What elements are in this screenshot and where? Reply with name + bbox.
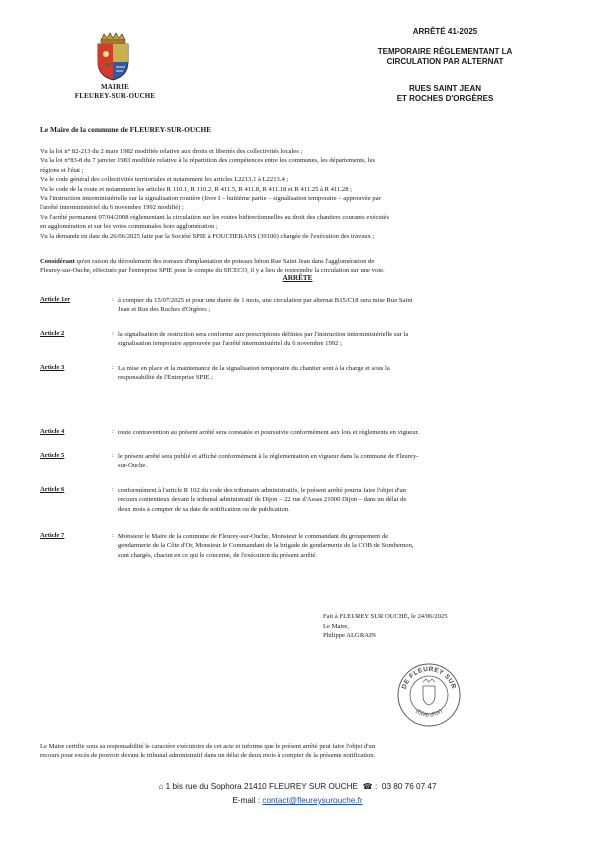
arrete-heading: ARRÊTE bbox=[282, 274, 313, 282]
article-text bbox=[118, 330, 566, 349]
svg-text:DE FLEUREY SUR bbox=[401, 666, 457, 690]
article-line: conformément à l'article R 102 du code des tribunaux administratifs, le présent arrêté pourra faire l'objet d'un bbox=[118, 487, 406, 494]
footer-email-line bbox=[0, 796, 595, 805]
streets-line: RUES SAINT JEAN bbox=[408, 84, 481, 93]
article-line: toute contravention au présent arrêté sera constatée et poursuivie conformément aux lois et règlements en vigueur. bbox=[118, 429, 420, 436]
article-label: Article 4 bbox=[40, 428, 65, 435]
municipal-crest-logo bbox=[92, 32, 134, 82]
certification-block bbox=[40, 742, 566, 760]
considerant-line: Fleurey-sur-Ouche, effectués par l'entreprise SPIE pour le compte du SICECO, il y a lieu de restreindre la circulation sur une voie. bbox=[40, 267, 385, 275]
footer-address: 1 bis rue du Sophora 21410 FLEUREY SUR OUCHE bbox=[165, 782, 359, 791]
title-line: TEMPORAIRE RÉGLEMENTANT LA bbox=[377, 47, 513, 56]
article-line: sont chargés, chacun en ce qui le concerne, de l'exécution du présent arrêté. bbox=[118, 551, 317, 559]
commune-name: FLEUREY-SUR-OUCHE bbox=[74, 92, 156, 100]
phone-icon: ☎ : bbox=[360, 782, 380, 791]
visas-block bbox=[40, 147, 566, 241]
article-line: à compter du 15/07/2025 et pour une durée de 1 mois, une circulation par alternat B15/C18 sera mise Rue Saint bbox=[118, 297, 413, 304]
article-line: gendarmerie de la Côte d'Or, Monsieur le Commandant de la brigade de gendarmerie de la COB de Sombernon, bbox=[118, 542, 414, 550]
seal-bottom-text: (Côte d'Or) bbox=[414, 708, 444, 719]
article-label: Article 3 bbox=[40, 364, 65, 371]
article-colon: : bbox=[112, 296, 114, 303]
article-line: deux mois à compter de sa date de notification ou de publication. bbox=[118, 505, 290, 513]
article-colon: : bbox=[112, 364, 114, 371]
arrete-number: ARRÊTÉ 41-2025 bbox=[412, 27, 478, 36]
signature-block bbox=[323, 612, 448, 641]
article-label: Article 1er bbox=[40, 296, 71, 303]
visa-line: Vu la loi n°83-8 du 7 janvier 1983 modifiée relative à la répartition des compétences entre les communes, les départements, les bbox=[40, 157, 376, 165]
article-line: responsabilité de l'Entreprise SPIE ; bbox=[118, 374, 213, 382]
article-colon: : bbox=[112, 486, 114, 493]
article-colon: : bbox=[112, 428, 114, 435]
svg-text:(Côte d'Or) bbox=[414, 708, 444, 718]
visa-line: Vu le code de la route et notamment les articles R 110.1, R 110.2, R 411.5, R 411.8, R 411.18 et R 411.25 à R 411.28 ; bbox=[40, 185, 352, 193]
visa-line: Vu l'instruction interministérielle sur la signalisation routière (livre I – huitième partie – signalisation temporaire – approuvée par bbox=[40, 195, 381, 203]
article-line: signalisation temporaire approuvée par l'arrêté interministériel du 6 novembre 1992 ; bbox=[118, 340, 342, 348]
title-line: CIRCULATION PAR ALTERNAT bbox=[386, 57, 504, 66]
article-line: la signalisation de restriction sera conforme aux prescriptions définies par l'instruction interministérielle sur la bbox=[118, 331, 409, 338]
visa-line: Vu l'arrêté permanent 07/04/2008 réglementant la circulation sur les routes bidirectionnelles au droit des chantiers courants exécutés bbox=[40, 213, 390, 221]
mairie-seal-stamp bbox=[396, 662, 462, 728]
footer-phone: 03 80 76 07 47 bbox=[381, 782, 437, 791]
article-label: Article 2 bbox=[40, 330, 65, 337]
article-text bbox=[118, 364, 566, 383]
signature-place-date: Fait à FLEUREY SUR OUCHE, le 24/06/2025 bbox=[323, 613, 448, 620]
visa-line: l'arrêté interministériel du 6 novembre 1992 modifié) ; bbox=[40, 204, 184, 212]
mairie-label: MAIRIE bbox=[100, 83, 130, 91]
visa-line: en agglomération et sur les voies communales hors agglomération ; bbox=[40, 223, 218, 231]
article-text bbox=[118, 428, 566, 437]
article-text bbox=[118, 486, 566, 514]
considerant-block bbox=[40, 257, 566, 275]
article-line: Jean et Rue des Roches d'Orgères ; bbox=[118, 306, 211, 314]
considerant-lead: Considérant bbox=[40, 258, 75, 265]
article-line: La mise en place et la maintenance de la signalisation temporaire du chantier sont à la charge et sous la bbox=[118, 365, 390, 372]
article-label: Article 5 bbox=[40, 452, 65, 459]
mayor-line: Le Maire de la commune de FLEUREY-SUR-OUCHE bbox=[40, 125, 212, 134]
certification-line: Le Maire certifie sous sa responsabilité le caractère exécutoire de cet acte et informe que le présent arrêté peut faire l'objet d'un bbox=[40, 743, 376, 750]
visa-line: régions et l'état ; bbox=[40, 166, 84, 174]
article-text bbox=[118, 532, 566, 560]
article-label: Article 6 bbox=[40, 486, 65, 493]
visa-line: Vu la demande en date du 26/06/2025 faite par la Société SPIE à FOUCHERANS (39100) chargée de l'exécution des travaux ; bbox=[40, 232, 375, 240]
certification-line: recours pour excès de pouvoir devant le tribunal administratif dans un délai de deux mois à compter de la présente notification. bbox=[40, 752, 376, 760]
mairie-name bbox=[40, 83, 190, 101]
article-colon: : bbox=[112, 532, 114, 539]
article-line: le présent arrêté sera publié et affiché conformément à la réglementation en vigueur dans la commune de Fleurey- bbox=[118, 453, 419, 460]
considerant-line bbox=[40, 257, 566, 266]
signature-name: Philippe ALGRAIN bbox=[323, 632, 376, 640]
arrete-title bbox=[340, 47, 550, 67]
article-text bbox=[118, 296, 566, 315]
article-colon: : bbox=[112, 330, 114, 337]
streets-line: ET ROCHES D'ORGÈRES bbox=[396, 94, 494, 103]
home-icon: ⌂ bbox=[158, 782, 164, 791]
streets-title bbox=[340, 84, 550, 104]
email-link[interactable]: contact@fleureysurouche.fr bbox=[262, 796, 363, 805]
visa-line: Vu le code général des collectivités territoriales et notamment les articles L2213.1 à L2213.4 ; bbox=[40, 176, 289, 184]
article-line: Monsieur le Maire de la commune de Fleurey-sur-Ouche, Monsieur le commandant du groupement de bbox=[118, 533, 389, 540]
footer-address-line bbox=[0, 781, 595, 791]
seal-top-text: DE FLEUREY SUR bbox=[400, 665, 458, 691]
article-text bbox=[118, 452, 566, 471]
footer-email-label: E-mail : bbox=[232, 796, 261, 805]
article-line: sur-Ouche. bbox=[118, 462, 147, 470]
considerant-text: qu'en raison du déroulement des travaux d'implantation de poteaux béton Rue Saint Jean dans l'agglomération de bbox=[74, 258, 375, 265]
article-label: Article 7 bbox=[40, 532, 65, 539]
article-colon: : bbox=[112, 452, 114, 459]
article-line: recours contentieux devant le tribunal administratif de Dijon – 22 rue d'Assas 21000 Dijon – dans un délai de bbox=[118, 496, 407, 504]
signature-role: Le Maire, bbox=[323, 622, 349, 630]
visa-line: Vu la loi n° 82-213 du 2 mars 1982 modifiée relative aux droits et libertés des collectivités locales ; bbox=[40, 148, 303, 155]
